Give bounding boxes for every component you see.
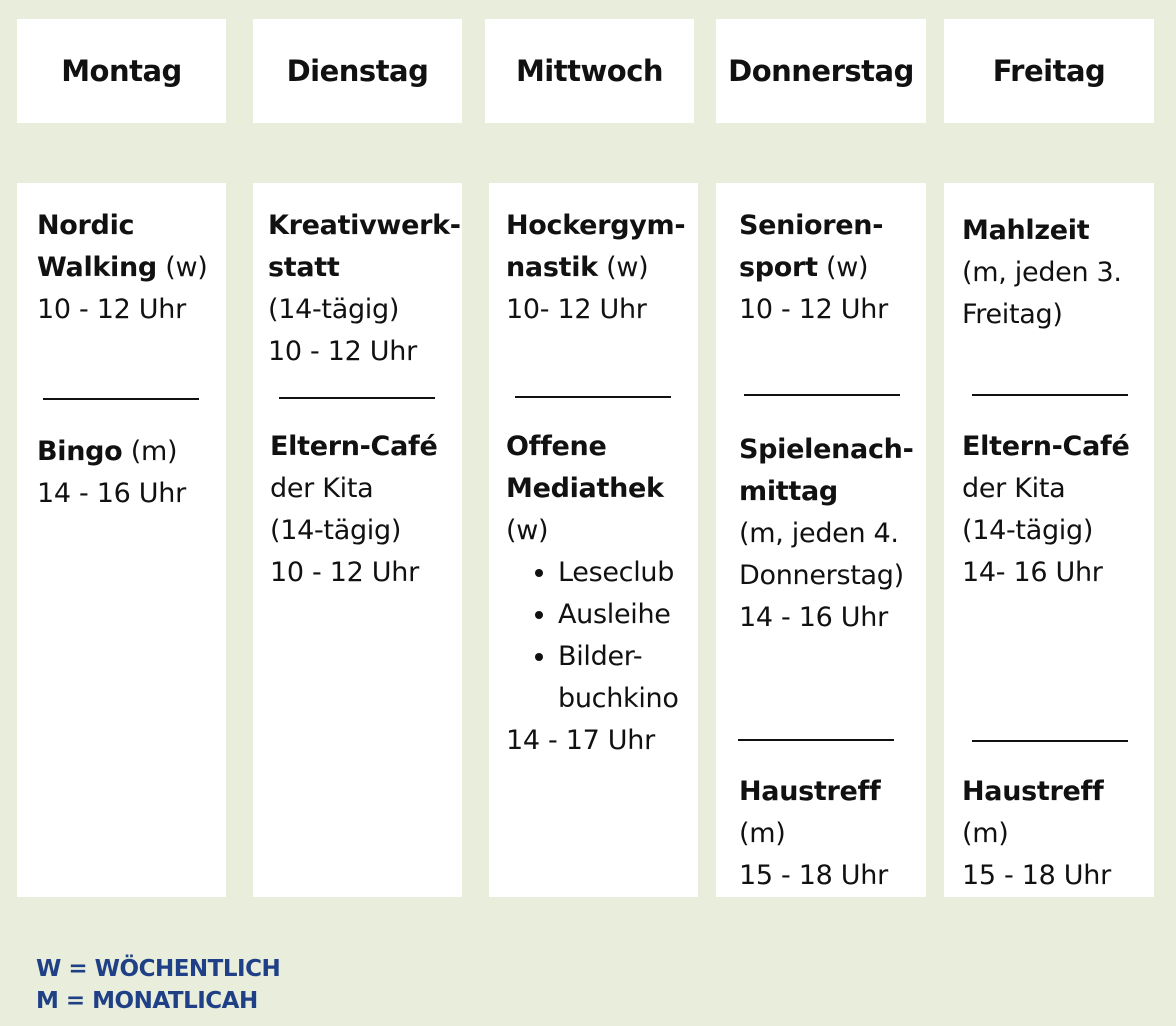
column-donnerstag	[716, 183, 926, 897]
header-mittwoch	[485, 19, 694, 123]
divider	[515, 396, 671, 398]
event-eltern-cafe	[270, 426, 456, 594]
day-label: Montag	[61, 54, 182, 88]
event-kreativwerkstatt	[268, 205, 461, 373]
event-time: 10 - 12 Uhr	[270, 557, 419, 588]
event-subtitle: der Kita	[962, 473, 1066, 504]
event-time: 10 - 12 Uhr	[739, 294, 888, 325]
event-time: 14 - 16 Uhr	[37, 478, 186, 509]
event-note: Donnerstag)	[739, 560, 904, 591]
event-frequency: (w)	[817, 252, 869, 283]
legend-monthly: M = MONATLICAH	[36, 988, 258, 1014]
event-time: 10- 12 Uhr	[506, 294, 647, 325]
column-freitag	[944, 183, 1154, 897]
event-title: Haustreff	[739, 776, 881, 807]
event-time: 14 - 17 Uhr	[506, 725, 655, 756]
event-title: Eltern-Café	[270, 431, 438, 462]
event-haustreff	[739, 771, 920, 897]
divider	[279, 397, 435, 399]
event-time: 15 - 18 Uhr	[962, 860, 1111, 891]
event-note: (m, jeden 4.	[739, 518, 899, 549]
event-title: Mahlzeit	[962, 215, 1090, 246]
event-title: Offene	[506, 431, 607, 462]
event-title: Eltern-Café	[962, 431, 1130, 462]
column-dienstag	[253, 183, 462, 897]
day-label: Dienstag	[286, 54, 429, 88]
event-title: sport	[739, 252, 818, 283]
event-time: 14 - 16 Uhr	[739, 602, 888, 633]
event-hockergymnastik	[506, 205, 692, 331]
column-montag	[17, 183, 226, 897]
header-dienstag	[253, 19, 462, 123]
event-time: 10 - 12 Uhr	[268, 336, 417, 367]
event-haustreff	[962, 771, 1154, 897]
event-time: 15 - 18 Uhr	[739, 860, 888, 891]
event-frequency: (m)	[962, 818, 1009, 849]
day-label: Mittwoch	[515, 54, 664, 88]
event-frequency: (m)	[739, 818, 786, 849]
event-frequency: (w)	[156, 252, 208, 283]
legend-weekly: W = WÖCHENTLICH	[36, 956, 281, 982]
event-spielenachmittag	[739, 429, 920, 639]
list-item: • Leseclub	[558, 552, 698, 594]
event-offene-mediathek	[506, 426, 698, 762]
event-title: Kreativwerk-	[268, 210, 461, 241]
event-title: Mediathek	[506, 473, 664, 504]
event-time: 10 - 12 Uhr	[37, 294, 186, 325]
divider	[972, 740, 1128, 742]
header-donnerstag	[716, 19, 926, 123]
event-note: (14-tägig)	[268, 294, 400, 325]
mediathek-list	[506, 552, 698, 720]
event-bingo	[37, 431, 220, 515]
divider	[744, 394, 900, 396]
event-title: nastik	[506, 252, 598, 283]
list-item: • Bilder-	[558, 636, 698, 678]
event-nordic-walking	[37, 205, 220, 331]
list-item: buchkino	[558, 683, 679, 714]
event-title: Haustreff	[962, 776, 1104, 807]
day-label: Freitag	[992, 54, 1106, 88]
event-title: Senioren-	[739, 210, 884, 241]
event-title: mittag	[739, 476, 838, 507]
event-frequency: (w)	[506, 515, 549, 546]
event-subtitle: der Kita	[270, 473, 374, 504]
header-freitag	[944, 19, 1154, 123]
event-frequency: (m)	[122, 436, 178, 467]
divider	[972, 394, 1128, 396]
event-eltern-cafe	[962, 426, 1148, 594]
column-mittwoch	[489, 183, 698, 897]
legend	[36, 953, 280, 1017]
event-time: 14- 16 Uhr	[962, 557, 1103, 588]
event-frequency: (w)	[597, 252, 649, 283]
event-mahlzeit	[962, 210, 1148, 336]
event-title: Walking	[37, 252, 157, 283]
event-title: Bingo	[37, 436, 123, 467]
day-label: Donnerstag	[728, 54, 914, 88]
event-note: Freitag)	[962, 299, 1063, 330]
event-title: statt	[268, 252, 340, 283]
list-item: • Ausleihe	[558, 594, 698, 636]
event-title: Nordic	[37, 210, 135, 241]
event-seniorensport	[739, 205, 920, 331]
event-title: Spielenach-	[739, 434, 914, 465]
event-title: Hockergym-	[506, 210, 686, 241]
event-note: (14-tägig)	[270, 515, 402, 546]
header-montag	[17, 19, 226, 123]
event-note: (m, jeden 3.	[962, 257, 1122, 288]
divider	[43, 398, 199, 400]
event-note: (14-tägig)	[962, 515, 1094, 546]
divider	[738, 739, 894, 741]
